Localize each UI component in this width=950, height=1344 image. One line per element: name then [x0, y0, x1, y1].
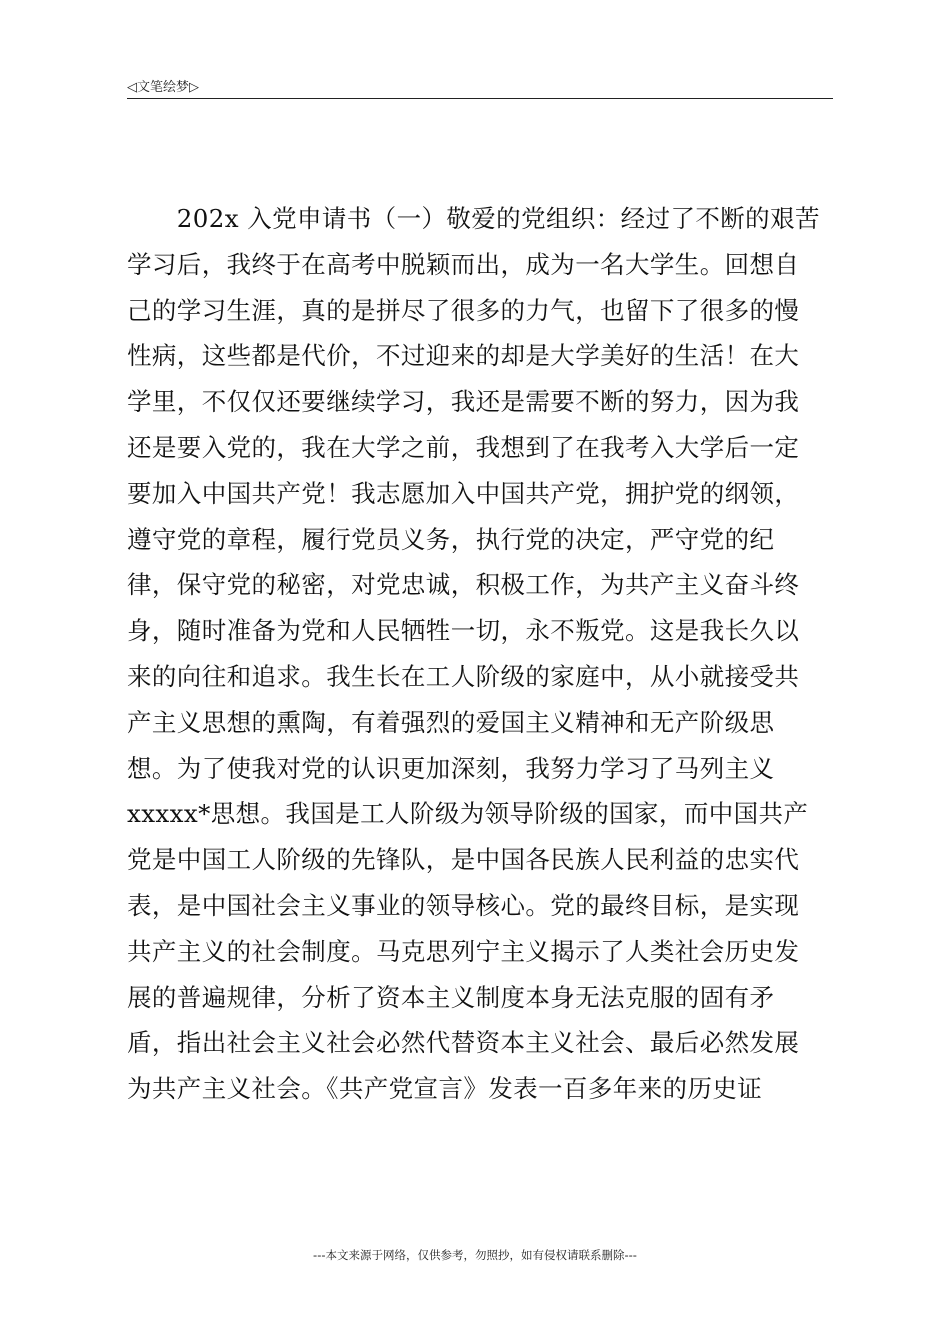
page-footer: ---本文来源于网络，仅供参考，勿照抄，如有侵权请联系删除--- [313, 1248, 637, 1262]
body-line: 来的向往和追求。我生长在工人阶级的家庭中，从小就接受共 [127, 661, 800, 691]
body-line: 身，随时准备为党和人民牺牲一切，永不叛党。这是我长久以 [127, 616, 800, 646]
body-line: 202x 入党申请书（一）敬爱的党组织：经过了不断的艰苦 [127, 204, 820, 233]
body-line: 为共产主义社会。《共产党宣言》发表一百多年来的历史证 [127, 1074, 763, 1104]
body-line: 还是要入党的，我在大学之前，我想到了在我考入大学后一定 [127, 432, 800, 462]
body-line: 盾，指出社会主义社会必然代替资本主义社会、最后必然发展 [127, 1028, 800, 1058]
page-header [127, 74, 833, 99]
body-line: 性病，这些都是代价，不过迎来的却是大学美好的生活！在大 [127, 341, 800, 371]
header-title: ◁文笔绘梦▷ [127, 80, 199, 95]
body-line: 想。为了使我对党的认识更加深刻，我努力学习了马列主义 [127, 753, 775, 783]
body-line: 律，保守党的秘密，对党忠诚，积极工作，为共产主义奋斗终 [127, 570, 800, 600]
body-line: 表，是中国社会主义事业的领导核心。党的最终目标，是实现 [127, 890, 800, 920]
body-line: 要加入中国共产党！我志愿加入中国共产党，拥护党的纲领， [127, 478, 800, 508]
body-line: 己的学习生涯，真的是拼尽了很多的力气，也留下了很多的慢 [127, 295, 800, 325]
body-line: 党是中国工人阶级的先锋队，是中国各民族人民利益的忠实代 [127, 845, 800, 875]
body-line: 共产主义的社会制度。马克思列宁主义揭示了人类社会历史发 [127, 936, 800, 966]
body-line: 产主义思想的熏陶，有着强烈的爱国主义精神和无产阶级思 [127, 707, 775, 737]
body-line: 遵守党的章程，履行党员义务，执行党的决定，严守党的纪 [127, 524, 775, 554]
body-line: 学习后，我终于在高考中脱颖而出，成为一名大学生。回想自 [127, 249, 800, 279]
document-body [127, 196, 833, 1112]
body-line: 展的普遍规律，分析了资本主义制度本身无法克服的固有矛 [127, 982, 775, 1012]
body-line: 学里，不仅仅还要继续学习，我还是需要不断的努力，因为我 [127, 387, 800, 417]
body-line: xxxxx*思想。我国是工人阶级为领导阶级的国家，而中国共产 [127, 799, 809, 829]
